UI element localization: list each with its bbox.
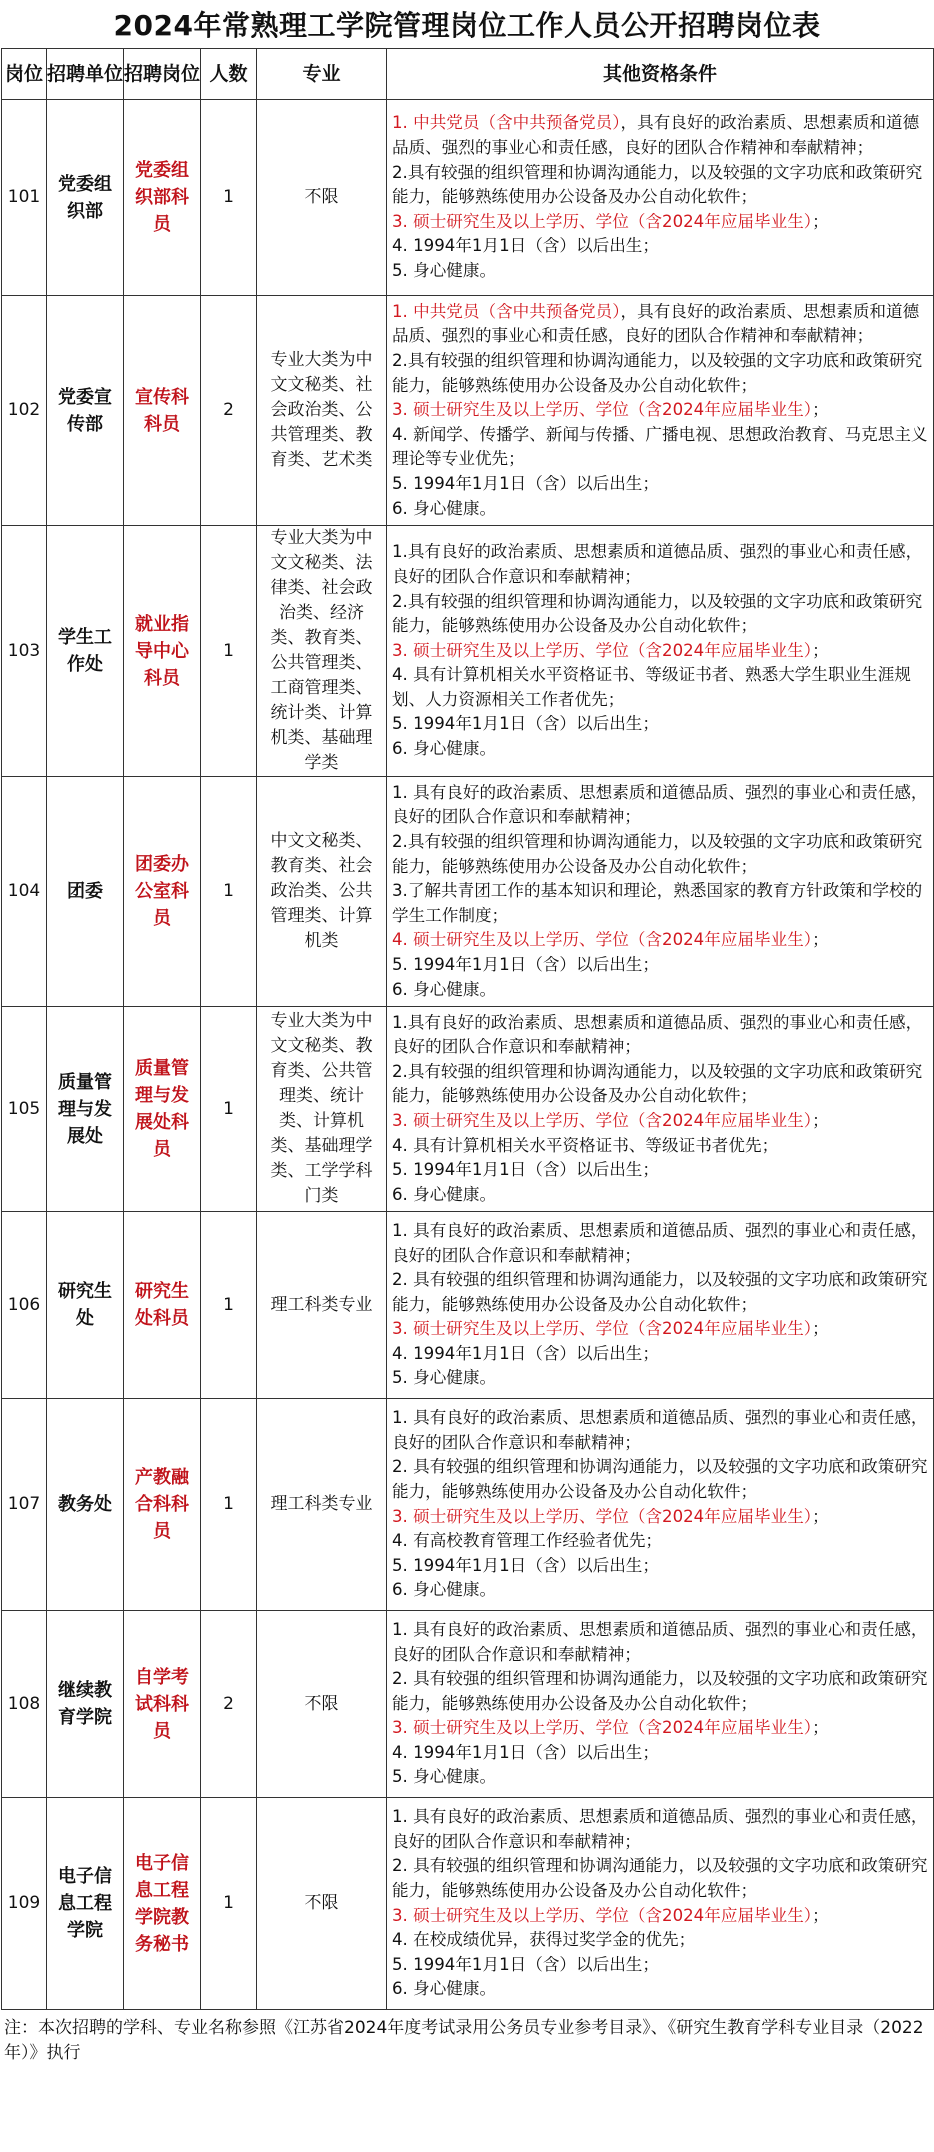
requirement-text: 4. 有高校教育管理工作经验者优先； [392, 1531, 663, 1551]
requirement-item [392, 590, 930, 639]
requirement-text: 2. 具有较强的组织管理和协调沟通能力，以及较强的文字功底和政策研究能力，能够熟练使用办公设备及办公自动化软件； [392, 1270, 928, 1314]
requirement-highlight: 3. 硕士研究生及以上学历、学位（含2024年应届毕业生） [392, 640, 813, 660]
requirement-text: 2.具有较强的组织管理和协调沟通能力，以及较强的文字功底和政策研究能力，能够熟练使用办公设备及办公自动化软件； [392, 1061, 923, 1106]
recruiting-unit: 质量管理与发展处 [47, 1007, 124, 1212]
header-major: 专业 [257, 49, 387, 100]
table-row [2, 1611, 934, 1798]
requirement-item [392, 300, 930, 349]
requirements-cell [387, 1212, 934, 1399]
table-header-row [2, 49, 934, 100]
requirement-text: 1. 具有良好的政治素质、思想素质和道德品质、强烈的事业心和责任感，良好的团队合作意识和奉献精神； [392, 782, 928, 827]
requirement-text: 6. 身心健康。 [392, 1979, 497, 1999]
header-requirements: 其他资格条件 [387, 49, 934, 100]
requirement-item [392, 472, 930, 497]
job-title: 党委组织部科员 [124, 100, 201, 296]
job-title: 研究生处科员 [124, 1212, 201, 1399]
requirement-item [392, 1765, 930, 1790]
recruiting-unit: 教务处 [47, 1399, 124, 1611]
requirement-text: 5. 1994年1月1日（含）以后出生； [392, 473, 659, 493]
requirement-item [392, 111, 930, 160]
requirement-item [392, 1406, 930, 1455]
requirement-text: ； [812, 1718, 829, 1738]
requirement-text: 4. 1994年1月1日（含）以后出生； [392, 1742, 659, 1762]
recruitment-table [1, 48, 934, 2010]
requirement-item [392, 1667, 930, 1716]
header-post: 招聘岗位 [124, 49, 201, 100]
headcount: 2 [201, 296, 257, 526]
headcount: 1 [201, 1798, 257, 2010]
recruiting-unit: 党委组织部 [47, 100, 124, 296]
recruiting-unit: 继续教育学院 [47, 1611, 124, 1798]
job-title: 宣传科科员 [124, 296, 201, 526]
recruiting-unit: 党委宣传部 [47, 296, 124, 526]
table-row [2, 1399, 934, 1611]
requirement-highlight: 3. 硕士研究生及以上学历、学位（含2024年应届毕业生） [392, 1718, 813, 1738]
requirement-text: 2.具有较强的组织管理和协调沟通能力，以及较强的文字功底和政策研究能力，能够熟练使用办公设备及办公自动化软件； [392, 162, 923, 207]
post-code: 109 [2, 1798, 47, 2010]
requirement-item [392, 712, 930, 737]
post-code: 102 [2, 296, 47, 526]
requirement-item [392, 953, 930, 978]
major-requirement: 专业大类为中文文秘类、法律类、社会政治类、经济类、教育类、公共管理类、工商管理类、统计类、计算机类、基础理学类 [257, 526, 387, 777]
requirement-item [392, 1219, 930, 1268]
table-row [2, 1798, 934, 2010]
requirement-text: 5. 身心健康。 [392, 1368, 497, 1388]
requirement-item [392, 1505, 930, 1530]
requirement-text: 2.具有较强的组织管理和协调沟通能力，以及较强的文字功底和政策研究能力，能够熟练使用办公设备及办公自动化软件； [392, 351, 923, 395]
requirement-text: 4. 具有计算机相关水平资格证书、等级证书者优先； [392, 1135, 779, 1155]
requirement-item [392, 1529, 930, 1554]
requirement-text: 2. 具有较强的组织管理和协调沟通能力，以及较强的文字功底和政策研究能力，能够熟练使用办公设备及办公自动化软件； [392, 1856, 928, 1900]
headcount: 1 [201, 1212, 257, 1399]
requirement-text: 2. 具有较强的组织管理和协调沟通能力，以及较强的文字功底和政策研究能力，能够熟练使用办公设备及办公自动化软件； [392, 1669, 928, 1713]
headcount: 1 [201, 777, 257, 1007]
requirement-item [392, 1455, 930, 1504]
major-requirement: 不限 [257, 100, 387, 296]
job-title: 电子信息工程学院教务秘书 [124, 1798, 201, 2010]
requirement-item [392, 497, 930, 522]
requirement-text: 6. 身心健康。 [392, 739, 497, 759]
requirement-item [392, 781, 930, 830]
requirement-item [392, 1716, 930, 1741]
requirement-highlight: 3. 硕士研究生及以上学历、学位（含2024年应届毕业生） [392, 1506, 813, 1526]
table-row [2, 1007, 934, 1212]
headcount: 1 [201, 526, 257, 777]
requirement-text: 4. 在校成绩优异，获得过奖学金的优先； [392, 1930, 696, 1950]
headcount: 2 [201, 1611, 257, 1798]
requirement-item [392, 1928, 930, 1953]
major-requirement: 不限 [257, 1798, 387, 2010]
requirement-item [392, 234, 930, 259]
post-code: 108 [2, 1611, 47, 1798]
requirements-cell [387, 1798, 934, 2010]
requirement-item [392, 1109, 930, 1134]
requirement-item [392, 1578, 930, 1603]
requirement-item [392, 639, 930, 664]
job-title: 产教融合科科员 [124, 1399, 201, 1611]
requirement-highlight: 3. 硕士研究生及以上学历、学位（含2024年应届毕业生） [392, 211, 813, 231]
recruiting-unit: 团委 [47, 777, 124, 1007]
page-title: 2024年常熟理工学院管理岗位工作人员公开招聘岗位表 [113, 9, 821, 42]
job-title: 团委办公室科员 [124, 777, 201, 1007]
requirement-item [392, 830, 930, 879]
requirements-cell [387, 1611, 934, 1798]
requirement-text: 5. 1994年1月1日（含）以后出生； [392, 1160, 659, 1180]
requirement-highlight: 1. 中共党员（含中共预备党员） [392, 301, 621, 321]
major-requirement: 中文文秘类、教育类、社会政治类、公共管理类、计算机类 [257, 777, 387, 1007]
requirement-text: ； [812, 1111, 829, 1130]
table-row [2, 777, 934, 1007]
header-unit: 招聘单位 [47, 49, 124, 100]
requirement-text: ； [812, 930, 829, 950]
requirement-text: 4. 1994年1月1日（含）以后出生； [392, 236, 659, 256]
requirements-cell [387, 1399, 934, 1611]
requirement-text: 1. 具有良好的政治素质、思想素质和道德品质、强烈的事业心和责任感，良好的团队合作意识和奉献精神； [392, 1807, 928, 1851]
requirement-item [392, 1805, 930, 1854]
requirement-item [392, 879, 930, 928]
requirement-text: 3.了解共青团工作的基本知识和理论，熟悉国家的教育方针政策和学校的学生工作制度； [392, 881, 923, 925]
requirement-item [392, 1854, 930, 1903]
table-body [2, 100, 934, 2010]
requirement-text: 6. 身心健康。 [392, 979, 497, 999]
requirement-item [392, 161, 930, 210]
job-title: 质量管理与发展处科员 [124, 1007, 201, 1212]
major-requirement: 理工科类专业 [257, 1212, 387, 1399]
requirement-highlight: 3. 硕士研究生及以上学历、学位（含2024年应届毕业生） [392, 400, 813, 420]
requirement-text: 2.具有较强的组织管理和协调沟通能力，以及较强的文字功底和政策研究能力，能够熟练使用办公设备及办公自动化软件； [392, 832, 923, 876]
requirement-text: 2. 具有较强的组织管理和协调沟通能力，以及较强的文字功底和政策研究能力，能够熟练使用办公设备及办公自动化软件； [392, 1457, 928, 1501]
requirement-item [392, 737, 930, 762]
requirement-item [392, 663, 930, 712]
header-count: 人数 [201, 49, 257, 100]
post-code: 106 [2, 1212, 47, 1399]
requirement-text: ； [812, 400, 829, 420]
major-requirement: 专业大类为中文文秘类、社会政治类、公共管理类、教育类、艺术类 [257, 296, 387, 526]
post-code: 105 [2, 1007, 47, 1212]
requirement-item [392, 349, 930, 398]
table-row [2, 100, 934, 296]
requirement-text: ； [812, 1506, 829, 1526]
requirement-item [392, 398, 930, 423]
requirement-item [392, 978, 930, 1003]
requirement-text: 1.具有良好的政治素质、思想素质和道德品质、强烈的事业心和责任感，良好的团队合作意识和奉献精神； [392, 1012, 923, 1057]
requirement-item [392, 1342, 930, 1367]
requirement-text: 2.具有较强的组织管理和协调沟通能力，以及较强的文字功底和政策研究能力，能够熟练使用办公设备及办公自动化软件； [392, 591, 923, 636]
requirement-item [392, 1618, 930, 1667]
post-code: 107 [2, 1399, 47, 1611]
requirement-text: 4. 具有计算机相关水平资格证书、等级证书者、熟悉大学生职业生涯规划、人力资源相关工作者优先； [392, 665, 911, 709]
footnote: 注：本次招聘的学科、专业名称参照《江苏省2024年度考试录用公务员专业参考目录》、《研究生教育学科专业目录（2022年）》执行 [4, 2018, 924, 2063]
recruiting-unit: 电子信息工程学院 [47, 1798, 124, 2010]
requirement-text: ； [812, 640, 829, 660]
requirement-text: 6. 身心健康。 [392, 1184, 497, 1204]
requirement-item [392, 1317, 930, 1342]
requirement-item [392, 1741, 930, 1766]
requirement-item [392, 1158, 930, 1183]
requirement-highlight: 4. 硕士研究生及以上学历、学位（含2024年应届毕业生） [392, 930, 813, 950]
requirement-item [392, 1366, 930, 1391]
requirements-cell [387, 526, 934, 777]
requirement-item [392, 210, 930, 235]
requirement-item [392, 928, 930, 953]
requirement-highlight: 3. 硕士研究生及以上学历、学位（含2024年应届毕业生） [392, 1111, 813, 1130]
requirements-cell [387, 1007, 934, 1212]
requirement-text: 1.具有良好的政治素质、思想素质和道德品质、强烈的事业心和责任感，良好的团队合作意识和奉献精神； [392, 542, 923, 586]
recruiting-unit: 研究生处 [47, 1212, 124, 1399]
requirement-text: 5. 身心健康。 [392, 1767, 497, 1787]
requirement-text: 5. 1994年1月1日（含）以后出生； [392, 954, 659, 974]
requirement-item [392, 1904, 930, 1929]
major-requirement: 专业大类为中文文秘类、教育类、公共管理类、统计类、计算机类、基础理学类、工学学科门类 [257, 1007, 387, 1212]
headcount: 1 [201, 1007, 257, 1212]
table-row [2, 296, 934, 526]
requirement-item [392, 1977, 930, 2002]
requirement-text: 6. 身心健康。 [392, 1580, 497, 1600]
requirement-item [392, 1953, 930, 1978]
requirement-highlight: 3. 硕士研究生及以上学历、学位（含2024年应届毕业生） [392, 1905, 813, 1925]
requirement-text: 5. 1994年1月1日（含）以后出生； [392, 1954, 659, 1974]
job-title: 自学考试科科员 [124, 1611, 201, 1798]
headcount: 1 [201, 100, 257, 296]
requirement-item [392, 1183, 930, 1208]
requirements-cell [387, 296, 934, 526]
requirement-highlight: 1. 中共党员（含中共预备党员） [392, 113, 621, 133]
requirement-text: ； [812, 1905, 829, 1925]
requirement-text: ； [812, 1319, 829, 1339]
requirement-text: ，具有良好的政治素质、思想素质和道德品质、强烈的事业心和责任感，良好的团队合作精神和奉献精神； [392, 301, 920, 346]
requirement-item [392, 1011, 930, 1060]
major-requirement: 理工科类专业 [257, 1399, 387, 1611]
post-code: 103 [2, 526, 47, 777]
headcount: 1 [201, 1399, 257, 1611]
requirement-item [392, 423, 930, 472]
table-row [2, 526, 934, 777]
requirement-item [392, 1554, 930, 1579]
requirement-text: 1. 具有良好的政治素质、思想素质和道德品质、强烈的事业心和责任感，良好的团队合作意识和奉献精神； [392, 1408, 928, 1452]
requirement-item [392, 1060, 930, 1109]
major-requirement: 不限 [257, 1611, 387, 1798]
requirement-text: ； [812, 211, 829, 231]
requirement-item [392, 1268, 930, 1317]
requirement-text: 5. 1994年1月1日（含）以后出生； [392, 714, 659, 734]
post-code: 101 [2, 100, 47, 296]
requirement-highlight: 3. 硕士研究生及以上学历、学位（含2024年应届毕业生） [392, 1319, 813, 1339]
header-code: 岗位 [2, 49, 47, 100]
requirements-cell [387, 100, 934, 296]
requirements-cell [387, 777, 934, 1007]
requirement-text: 6. 身心健康。 [392, 498, 497, 518]
requirement-text: ，具有良好的政治素质、思想素质和道德品质、强烈的事业心和责任感，良好的团队合作精神和奉献精神； [392, 113, 920, 158]
recruiting-unit: 学生工作处 [47, 526, 124, 777]
table-row [2, 1212, 934, 1399]
requirement-item [392, 1134, 930, 1159]
requirement-text: 1. 具有良好的政治素质、思想素质和道德品质、强烈的事业心和责任感，良好的团队合作意识和奉献精神； [392, 1220, 928, 1265]
requirement-text: 5. 身心健康。 [392, 260, 497, 280]
requirement-item [392, 540, 930, 589]
requirement-text: 5. 1994年1月1日（含）以后出生； [392, 1555, 659, 1575]
job-title: 就业指导中心科员 [124, 526, 201, 777]
post-code: 104 [2, 777, 47, 1007]
requirement-text: 1. 具有良好的政治素质、思想素质和道德品质、强烈的事业心和责任感，良好的团队合作意识和奉献精神； [392, 1619, 928, 1664]
requirement-text: 4. 新闻学、传播学、新闻与传播、广播电视、思想政治教育、马克思主义理论等专业优先； [392, 424, 928, 469]
requirement-item [392, 259, 930, 284]
requirement-text: 4. 1994年1月1日（含）以后出生； [392, 1343, 659, 1363]
